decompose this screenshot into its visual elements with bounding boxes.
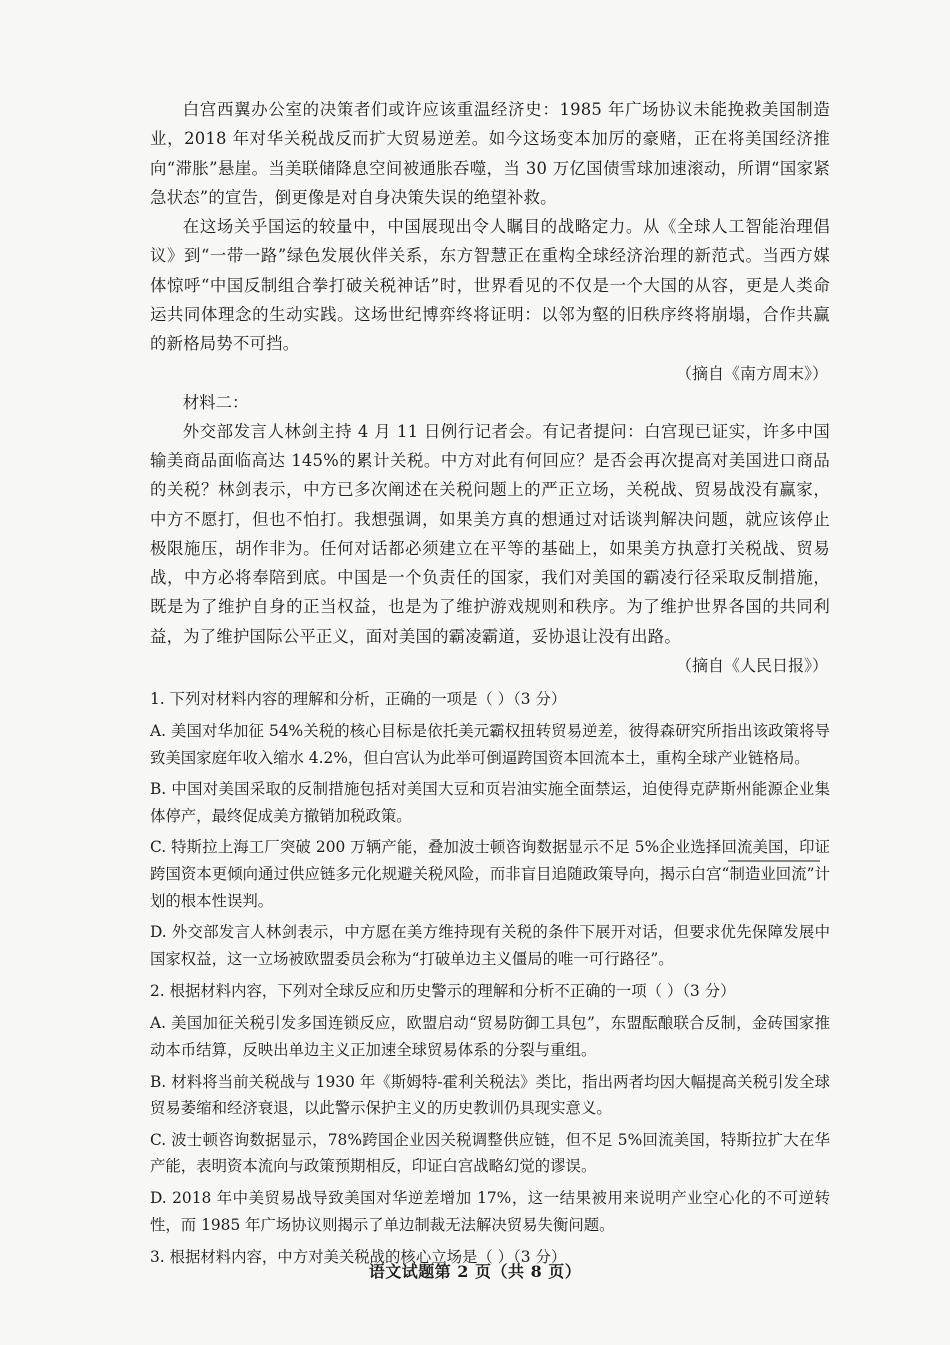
material-two-heading: 材料二： (182, 392, 249, 412)
material-one-paragraph-2: 在这场关乎国运的较量中，中国展现出令人瞩目的战略定力。从《全球人工智能治理倡议》到“一带一路”绿色发展伙伴关系，东方智慧正在重构全球经济治理的新范式。当西方媒体惊呼“中国反制组合拳打破关税神话”时，世界看见的不仅是一个大国的从容，更是人类命运共同体理念的生动实践。这场世纪博弈终将证明：以邻为壑的旧秩序终将崩塌，合作共赢的新格局势不可挡。 (150, 217, 830, 354)
question-option: B. 中国对美国采取的反制措施包括对美国大豆和页岩油实施全面禁运，迫使得克萨斯州能源企业集体停产，最终促成美方撤销加税政策。 (150, 780, 830, 825)
question-option: A. 美国对华加征 54%关税的核心目标是依托美元霸权扭转贸易逆差，彼得森研究所指出该政策将导致美国家庭年收入缩水 4.2%，但白宫认为此举可倒逼跨国资本回流本土，重构全球产业链格局。 (150, 722, 830, 767)
question-stem: 3. 根据材料内容，中方对美关税战的核心立场是（ ）（3 分） (150, 1248, 567, 1267)
question-2 (150, 978, 830, 1238)
question-stem: 2. 根据材料内容，下列对全球反应和历史警示的理解和分析不正确的一项（ ）（3 分） (150, 982, 736, 1001)
question-option: D. 2018 年中美贸易战导致美国对华逆差增加 17%，这一结果被用来说明产业空心化的不可逆转性，而 1985 年广场协议则揭示了单边制裁无法解决贸易失衡问题。 (150, 1188, 830, 1234)
page-content (150, 95, 830, 1271)
question-option: D. 外交部发言人林剑表示，中方愿在美方维持现有关税的条件下展开对话，但要求优先保障发展中国家权益，这一立场被欧盟委员会称为“打破单边主义僵局的唯一可行路径”。 (150, 923, 830, 968)
question-option: B. 材料将当前关税战与 1930 年《斯姆特-霍利关税法》类比，指出两者均因大幅提高关税引发全球贸易萎缩和经济衰退，以此警示保护主义的历史教训仍具现实意义。 (150, 1072, 830, 1118)
material-one-paragraph-1: 白宫西翼办公室的决策者们或许应该重温经济史：1985 年广场协议未能挽救美国制造业，2018 年对华关税战反而扩大贸易逆差。如今这场变本加厉的豪赌，正在将美国经济推向“滞胀”悬崖。当美联储降息空间被通胀吞噬，当 30 万亿国债雪球加速滚动，所谓“国家紧急状态”的宣告，倒更像是对自身决策失误的绝望补救。 (150, 100, 830, 207)
question-1 (150, 686, 830, 972)
material-one-source: （摘自《南方周末》） (675, 363, 828, 383)
material-two-paragraph: 外交部发言人林剑主持 4 月 11 日例行记者会。有记者提问：白宫现已证实，许多中国输美商品面临高达 145%的累计关税。中方对此有何回应？是否会再次提高对美国进口商品的关税？林剑表示，中方已多次阐述在关税问题上的严正立场，关税战、贸易战没有赢家，中方不愿打，但也不怕打。我想强调，如果美方真的想通过对话谈判解决问题，就应该停止极限施压，胡作非为。任何对话都必须建立在平等的基础上，如果美方执意打关税战、贸易战，中方必将奉陪到底。中国是一个负责任的国家，我们对美国的霸凌行径采取反制措施，既是为了维护自身的正当权益，也是为了维护游戏规则和秩序。为了维护世界各国的共同利益，为了维护国际公平正义，面对美国的霸凌霸道，妥协退让没有出路。 (150, 421, 830, 646)
scan-smudge-mark (728, 860, 820, 862)
question-option: C. 波士顿咨询数据显示，78%跨国企业因关税调整供应链，但不足 5%回流美国，特斯拉扩大在华产能，表明资本流向与政策预期相反，印证白宫战略幻觉的谬误。 (150, 1130, 830, 1176)
material-two-source: （摘自《人民日报》） (675, 656, 828, 676)
page-footer: 语文试题第 2 页（共 8 页） (368, 1262, 582, 1281)
question-stem: 1. 下列对材料内容的理解和分析，正确的一项是（ ）（3 分） (150, 690, 567, 709)
question-option: A. 美国加征关税引发多国连锁反应，欧盟启动“贸易防御工具包”，东盟酝酿联合反制，金砖国家推动本币结算，反映出单边主义正加速全球贸易体系的分裂与重组。 (150, 1014, 830, 1059)
question-option: C. 特斯拉上海工厂突破 200 万辆产能，叠加波士顿咨询数据显示不足 5%企业选择回流美国，印证跨国资本更倾向通过供应链多元化规避关税风险，而非盲目追随政策导向，揭示白宫“制造业回流”计划的根本性误判。 (150, 838, 830, 910)
